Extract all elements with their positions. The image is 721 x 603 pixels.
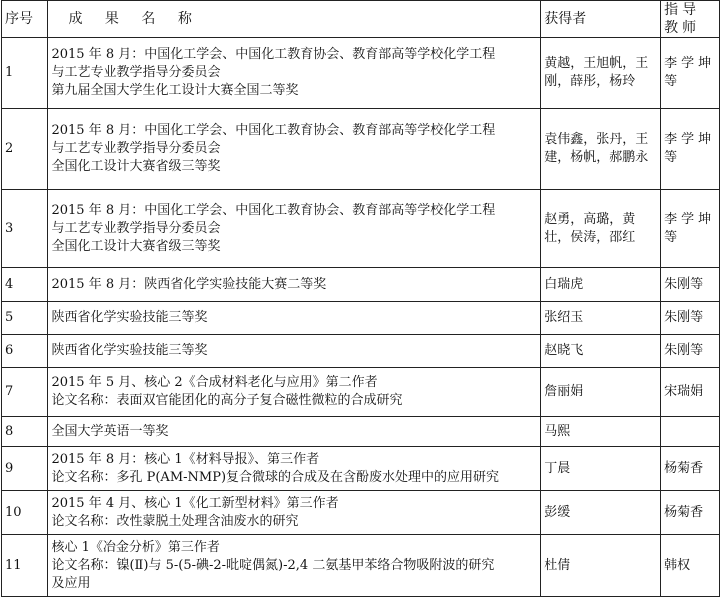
- result-line: 第九届全国大学生化工设计大赛全国二等奖: [51, 83, 299, 98]
- row-winner: 杜倩: [541, 535, 661, 597]
- result-line: 全国化工设计大赛省级三等奖: [51, 159, 221, 174]
- row-winner: 彭缓: [541, 491, 661, 535]
- result-line: 与工艺专业教学指导分委员会: [51, 220, 221, 236]
- row-winner: 黄越，王旭帆，王刚，薛彤，杨玲: [541, 38, 661, 109]
- result-line: 陕西省化学实验技能三等奖: [51, 343, 208, 358]
- table-row: [2, 535, 720, 597]
- row-advisor: 朱刚等: [661, 335, 720, 368]
- result-line: 论文名称：镍(Ⅱ)与 5-(5-碘-2-吡啶偶氮)-2,4 二氨基甲苯络合物吸附波的研究: [51, 557, 495, 573]
- row-index: 10: [2, 491, 48, 535]
- result-line: 2015 年 8 月：陕西省化学实验技能大赛二等奖: [51, 276, 327, 292]
- row-index: 4: [2, 268, 48, 302]
- row-advisor: 李学坤等: [661, 109, 720, 190]
- row-winner: 赵勇，高璐，黄壮，侯涛，邵红: [541, 190, 661, 268]
- row-index: 11: [2, 535, 48, 597]
- row-result: [48, 447, 541, 491]
- row-advisor: 宋瑞娟: [661, 368, 720, 417]
- row-advisor: 李学坤等: [661, 38, 720, 109]
- row-advisor: 朱刚等: [661, 268, 720, 302]
- table-row: [2, 268, 720, 302]
- table-row: [2, 368, 720, 417]
- row-result: [48, 109, 541, 190]
- awards-table: [1, 0, 720, 597]
- row-index: 2: [2, 109, 48, 190]
- table-row: [2, 109, 720, 190]
- table-row: [2, 302, 720, 335]
- row-winner: 白瑞虎: [541, 268, 661, 302]
- row-result: [48, 417, 541, 447]
- row-result: [48, 268, 541, 302]
- result-line: 全国化工设计大赛省级三等奖: [51, 238, 221, 254]
- row-result: [48, 302, 541, 335]
- result-line: 及应用: [51, 575, 91, 591]
- row-advisor: [661, 417, 720, 447]
- row-winner: 张绍玉: [541, 302, 661, 335]
- table-row: [2, 447, 720, 491]
- row-index: 8: [2, 417, 48, 447]
- result-line: 论文名称：表面双官能团化的高分子复合磁性微粒的合成研究: [51, 393, 403, 408]
- result-line: 2015 年 8 月：中国化工学会、中国化工教育协会、教育部高等学校化学工程: [51, 47, 496, 62]
- header-row: [2, 1, 720, 38]
- header-advisor: 指导教师: [661, 1, 720, 38]
- table-row: [2, 417, 720, 447]
- row-result: [48, 368, 541, 417]
- result-line: 全国大学英语一等奖: [51, 423, 169, 439]
- row-advisor: 朱刚等: [661, 302, 720, 335]
- row-winner: 马熙: [541, 417, 661, 447]
- row-advisor: 杨菊香: [661, 447, 720, 491]
- row-result: [48, 190, 541, 268]
- row-index: 7: [2, 368, 48, 417]
- header-result: 成 果 名 称: [48, 1, 541, 38]
- row-result: [48, 38, 541, 109]
- row-result: [48, 535, 541, 597]
- row-index: 9: [2, 447, 48, 491]
- header-index: 序号: [2, 1, 48, 38]
- row-winner: 詹丽娟: [541, 368, 661, 417]
- table-row: [2, 335, 720, 368]
- table-row: [2, 190, 720, 268]
- table-row: [2, 38, 720, 109]
- result-line: 论文名称：多孔 P(AM-NMP)复合微球的合成及在含酚废水处理中的应用研究: [51, 469, 500, 485]
- result-line: 与工艺专业教学指导分委员会: [51, 65, 221, 80]
- row-winner: 赵晓飞: [541, 335, 661, 368]
- result-line: 2015 年 5 月、核心 2《合成材料老化与应用》第二作者: [51, 375, 378, 390]
- result-line: 2015 年 4 月、核心 1《化工新型材料》第三作者: [51, 495, 339, 511]
- result-line: 2015 年 8 月：中国化工学会、中国化工教育协会、教育部高等学校化学工程: [51, 202, 496, 218]
- result-line: 陕西省化学实验技能三等奖: [51, 310, 208, 325]
- result-line: 2015 年 8 月：中国化工学会、中国化工教育协会、教育部高等学校化学工程: [51, 123, 496, 138]
- row-result: [48, 491, 541, 535]
- row-result: [48, 335, 541, 368]
- row-index: 6: [2, 335, 48, 368]
- table-row: [2, 491, 720, 535]
- result-line: 论文名称：改性蒙脱土处理含油废水的研究: [51, 513, 299, 529]
- row-winner: 丁晨: [541, 447, 661, 491]
- result-line: 核心 1《冶金分析》第三作者: [51, 539, 220, 555]
- row-winner: 袁伟鑫，张丹，王建，杨帆，郝鹏永: [541, 109, 661, 190]
- row-index: 1: [2, 38, 48, 109]
- result-line: 2015 年 8 月：核心 1《材料导报》、第三作者: [51, 451, 320, 467]
- row-advisor: 杨菊香: [661, 491, 720, 535]
- row-index: 5: [2, 302, 48, 335]
- header-winner: 获得者: [541, 1, 661, 38]
- row-index: 3: [2, 190, 48, 268]
- result-line: 与工艺专业教学指导分委员会: [51, 141, 221, 156]
- row-advisor: 李学坤等: [661, 190, 720, 268]
- row-advisor: 韩权: [661, 535, 720, 597]
